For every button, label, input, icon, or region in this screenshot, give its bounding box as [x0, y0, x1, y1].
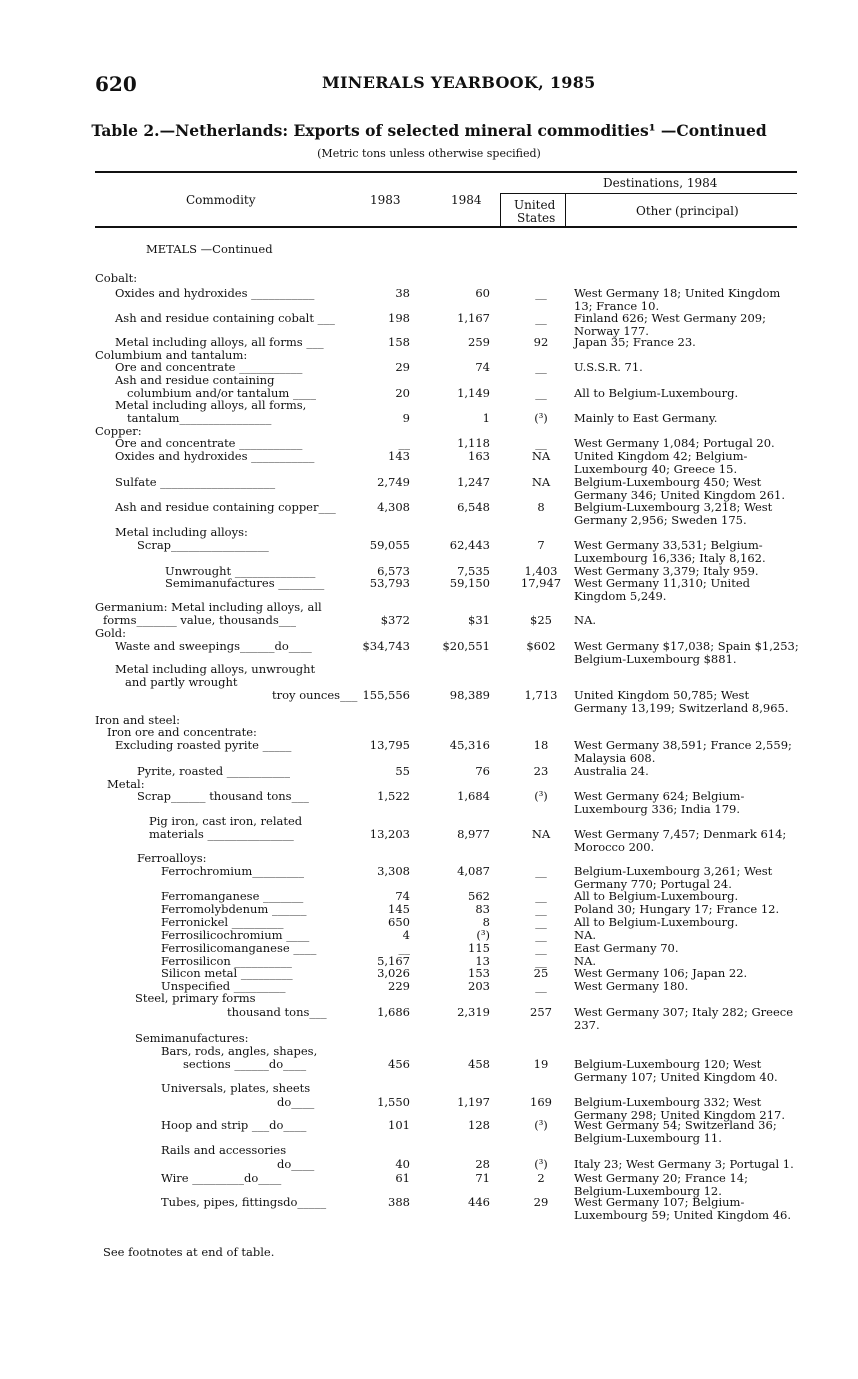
cell-other-destinations: West Germany 18; United Kingdom 13; France 10. — [574, 286, 781, 313]
row-label: Pyrite, roasted ___________ — [137, 764, 291, 778]
cell-united-states: __ — [535, 928, 547, 942]
cell-1983: 3,026 — [377, 966, 410, 980]
header-united: United — [514, 198, 556, 212]
cell-other-destinations: Italy 23; West Germany 3; Portugal 1. — [574, 1157, 794, 1171]
row-label: Metal including alloys: — [115, 525, 248, 539]
cell-1984: (³) — [476, 928, 490, 942]
cell-1984: 1,118 — [457, 436, 490, 450]
row-label: Ore and concentrate ___________ — [115, 436, 303, 450]
cell-1983: 29 — [395, 360, 410, 374]
cell-1983: 38 — [395, 286, 410, 300]
cell-1984: 163 — [468, 449, 490, 463]
other-column-divider — [565, 193, 566, 227]
cell-1983: 13,203 — [369, 827, 410, 841]
cell-united-states: 1,713 — [524, 688, 558, 702]
row-label: Ore and concentrate ___________ — [115, 360, 303, 374]
header-1984: 1984 — [451, 193, 482, 207]
cell-1984: 83 — [475, 902, 490, 916]
cell-other-destinations: West Germany 7,457; Denmark 614; Morocco 200. — [574, 827, 787, 854]
cell-other-destinations: Poland 30; Hungary 17; France 12. — [574, 902, 780, 916]
cell-1983: 55 — [395, 764, 410, 778]
cell-united-states: 7 — [537, 538, 545, 552]
cell-united-states: 19 — [533, 1057, 549, 1071]
cell-united-states: __ — [535, 902, 547, 916]
row-label: Ash and residue containing cobalt ___ — [115, 311, 335, 325]
cell-other-destinations: NA. — [574, 928, 597, 942]
cell-1983: __ — [398, 941, 410, 955]
cell-1983: 158 — [388, 335, 410, 349]
cell-1983: 40 — [395, 1157, 410, 1171]
cell-united-states: __ — [535, 360, 547, 374]
row-label: METALS —Continued — [146, 242, 273, 256]
cell-other-destinations: Belgium-Luxembourg 120; West Germany 107; United Kingdom 40. — [574, 1057, 778, 1084]
row-label: materials _______________ — [149, 827, 294, 841]
table-subtitle: (Metric tons unless otherwise specified) — [317, 147, 541, 160]
cell-1983: 3,308 — [377, 864, 410, 878]
cell-1983: 61 — [395, 1171, 410, 1185]
cell-1984: 128 — [468, 1118, 490, 1132]
row-label: Metal including alloys, unwrought — [115, 662, 316, 676]
cell-1983: 4,308 — [377, 500, 410, 514]
row-label: Oxides and hydroxides ___________ — [115, 286, 315, 300]
row-label: Columbium and tantalum: — [95, 348, 248, 362]
footnote: See footnotes at end of table. — [103, 1245, 275, 1259]
row-label: Ferronickel _________ — [161, 915, 284, 929]
row-label: Silicon metal _________ — [161, 966, 293, 980]
cell-1984: 45,316 — [449, 738, 490, 752]
row-label: Gold: — [95, 626, 127, 640]
header-states: States — [517, 211, 556, 225]
cell-1983: 1,550 — [377, 1095, 410, 1109]
row-label: Rails and accessories — [161, 1143, 287, 1157]
row-label: tantalum________________ — [127, 411, 272, 425]
cell-1983: 388 — [388, 1195, 410, 1209]
cell-1984: 446 — [468, 1195, 490, 1209]
cell-1984: 7,535 — [457, 564, 490, 578]
cell-other-destinations: Belgium-Luxembourg 3,261; West Germany 770; Portugal 24. — [574, 864, 773, 891]
cell-1984: 203 — [468, 979, 490, 993]
header-destinations: Destinations, 1984 — [603, 176, 718, 190]
cell-united-states: __ — [535, 386, 547, 400]
cell-united-states: NA — [531, 827, 551, 841]
cell-1984: 1,247 — [457, 475, 490, 489]
cell-other-destinations: NA. — [574, 613, 597, 627]
cell-other-destinations: All to Belgium-Luxembourg. — [574, 386, 739, 400]
cell-1983: 59,055 — [369, 538, 410, 552]
cell-united-states: 2 — [537, 1171, 545, 1185]
page-number: 620 — [95, 72, 137, 96]
cell-1983: 198 — [388, 311, 410, 325]
us-column-divider — [500, 193, 501, 227]
cell-united-states: __ — [535, 979, 547, 993]
cell-other-destinations: West Germany 33,531; Belgium-Luxembourg 16,336; Italy 8,162. — [574, 538, 766, 565]
cell-united-states: 8 — [537, 500, 545, 514]
cell-united-states: __ — [535, 436, 547, 450]
cell-other-destinations: Belgium-Luxembourg 332; West Germany 298; United Kingdom 217. — [574, 1095, 785, 1122]
row-label: Semimanufactures: — [135, 1031, 249, 1045]
row-label: Copper: — [95, 424, 142, 438]
cell-united-states: __ — [535, 286, 547, 300]
row-label: Unspecified _________ — [161, 979, 286, 993]
row-label: Oxides and hydroxides ___________ — [115, 449, 315, 463]
cell-other-destinations: NA. — [574, 954, 597, 968]
cell-1983: 145 — [388, 902, 410, 916]
cell-united-states: NA — [531, 449, 551, 463]
row-label: Ash and residue containing copper___ — [115, 500, 336, 514]
cell-1983: 650 — [388, 915, 410, 929]
row-label: sections ______do____ — [183, 1057, 307, 1071]
destinations-rule — [500, 193, 797, 194]
header-1983: 1983 — [370, 193, 401, 207]
cell-other-destinations: West Germany 1,084; Portugal 20. — [574, 436, 775, 450]
cell-1984: 1 — [482, 411, 490, 425]
cell-1984: 1,197 — [457, 1095, 490, 1109]
cell-1983: 74 — [395, 889, 410, 903]
cell-other-destinations: Japan 35; France 23. — [574, 335, 696, 349]
cell-1983: 2,749 — [377, 475, 410, 489]
cell-1984: $20,551 — [442, 639, 490, 653]
cell-1983: 1,686 — [377, 1005, 410, 1019]
row-label: do____ — [277, 1095, 315, 1109]
cell-1984: 6,548 — [457, 500, 490, 514]
row-label: Waste and sweepings______do____ — [115, 639, 312, 653]
row-label: Germanium: Metal including alloys, all — [95, 600, 322, 614]
cell-united-states: __ — [535, 954, 547, 968]
cell-1984: 60 — [475, 286, 490, 300]
row-label: and partly wrought — [125, 675, 238, 689]
cell-other-destinations: West Germany 106; Japan 22. — [574, 966, 748, 980]
row-label: Ash and residue containing — [115, 373, 275, 387]
cell-1984: 8,977 — [457, 827, 490, 841]
cell-united-states: 257 — [530, 1005, 552, 1019]
row-label: troy ounces___ — [272, 688, 358, 702]
cell-1983: 155,556 — [362, 688, 410, 702]
cell-united-states: NA — [531, 475, 551, 489]
cell-united-states: (³) — [534, 789, 548, 803]
row-label: columbium and/or tantalum ____ — [127, 386, 316, 400]
row-label: Scrap______ thousand tons___ — [137, 789, 309, 803]
row-label: do____ — [277, 1157, 315, 1171]
row-label: Semimanufactures ________ — [165, 576, 325, 590]
cell-1983: 6,573 — [377, 564, 410, 578]
cell-united-states: (³) — [534, 411, 548, 425]
cell-1984: 28 — [475, 1157, 490, 1171]
cell-1983: 143 — [388, 449, 410, 463]
cell-1983: 53,793 — [369, 576, 410, 590]
row-label: Sulfate ____________________ — [115, 475, 276, 489]
row-label: Ferromolybdenum ______ — [161, 902, 307, 916]
cell-1983: 229 — [388, 979, 410, 993]
cell-1984: 98,389 — [449, 688, 490, 702]
cell-1983: 9 — [402, 411, 410, 425]
cell-1983: 4 — [402, 928, 410, 942]
cell-united-states: (³) — [534, 1157, 548, 1171]
cell-other-destinations: West Germany 180. — [574, 979, 689, 993]
cell-1983: $372 — [380, 613, 410, 627]
row-label: Steel, primary forms — [135, 991, 256, 1005]
cell-united-states: __ — [535, 915, 547, 929]
cell-1984: 59,150 — [449, 576, 490, 590]
row-label: Ferrosilicon __________ — [161, 954, 292, 968]
row-label: Metal including alloys, all forms ___ — [115, 335, 324, 349]
cell-1984: 458 — [468, 1057, 490, 1071]
cell-1983: 5,167 — [377, 954, 410, 968]
cell-1984: 259 — [468, 335, 490, 349]
cell-1984: $31 — [468, 613, 490, 627]
cell-1984: 76 — [475, 764, 490, 778]
cell-other-destinations: West Germany 20; France 14; Belgium-Luxembourg 12. — [574, 1171, 748, 1198]
row-label: Ferrochromium_________ — [161, 864, 304, 878]
cell-1983: 456 — [388, 1057, 410, 1071]
cell-1983: $34,743 — [362, 639, 410, 653]
cell-other-destinations: East Germany 70. — [574, 941, 679, 955]
row-label: Ferrosilicochromium ____ — [161, 928, 310, 942]
cell-united-states: 18 — [533, 738, 549, 752]
cell-united-states: 1,403 — [524, 564, 558, 578]
row-label: Hoop and strip ___do____ — [161, 1118, 307, 1132]
cell-united-states: (³) — [534, 1118, 548, 1132]
cell-1984: 2,319 — [457, 1005, 490, 1019]
row-label: Ferrosilicomanganese ____ — [161, 941, 317, 955]
row-label: Scrap_________________ — [137, 538, 269, 552]
cell-other-destinations: West Germany 3,379; Italy 959. — [574, 564, 759, 578]
cell-united-states: __ — [535, 864, 547, 878]
running-head: MINERALS YEARBOOK, 1985 — [322, 73, 596, 92]
row-label: Ferroalloys: — [137, 851, 207, 865]
row-label: forms_______ value, thousands___ — [103, 613, 296, 627]
cell-united-states: 29 — [533, 1195, 549, 1209]
cell-united-states: 25 — [533, 966, 549, 980]
cell-1984: 562 — [468, 889, 490, 903]
header-commodity: Commodity — [186, 193, 256, 207]
row-label: thousand tons___ — [227, 1005, 327, 1019]
table-title: Table 2.—Netherlands: Exports of selected mineral commodities¹ —Continued — [91, 121, 767, 140]
cell-1984: 1,684 — [457, 789, 490, 803]
cell-1984: 71 — [475, 1171, 490, 1185]
cell-1984: 4,087 — [457, 864, 490, 878]
row-label: Metal: — [107, 777, 145, 791]
cell-1984: 74 — [475, 360, 490, 374]
header-other: Other (principal) — [636, 204, 739, 218]
cell-other-destinations: U.S.S.R. 71. — [574, 360, 643, 374]
row-label: Wire _________do____ — [161, 1171, 282, 1185]
header-bottom-rule — [95, 226, 797, 228]
cell-1984: 115 — [468, 941, 490, 955]
cell-1984: 153 — [468, 966, 490, 980]
cell-other-destinations: West Germany 38,591; France 2,559; Malaysia 608. — [574, 738, 792, 765]
row-label: Unwrought ______________ — [165, 564, 316, 578]
cell-other-destinations: West Germany 307; Italy 282; Greece 237. — [574, 1005, 794, 1032]
cell-other-destinations: Mainly to East Germany. — [574, 411, 718, 425]
cell-1983: 1,522 — [377, 789, 410, 803]
row-label: Ferromanganese _______ — [161, 889, 304, 903]
cell-other-destinations: United Kingdom 50,785; West Germany 13,199; Switzerland 8,965. — [574, 688, 789, 715]
cell-1984: 62,443 — [449, 538, 490, 552]
row-label: Universals, plates, sheets — [161, 1081, 311, 1095]
cell-1983: 13,795 — [369, 738, 410, 752]
cell-1984: 8 — [482, 915, 490, 929]
cell-other-destinations: West Germany 54; Switzerland 36; Belgium-Luxembourg 11. — [574, 1118, 777, 1145]
row-label: Iron and steel: — [95, 713, 180, 727]
cell-1984: 1,167 — [457, 311, 490, 325]
row-label: Cobalt: — [95, 271, 138, 285]
cell-1984: 1,149 — [457, 386, 490, 400]
cell-other-destinations: Belgium-Luxembourg 450; West Germany 346; United Kingdom 261. — [574, 475, 785, 502]
row-label: Iron ore and concentrate: — [107, 725, 257, 739]
cell-other-destinations: West Germany 107; Belgium-Luxembourg 59; United Kingdom 46. — [574, 1195, 792, 1222]
cell-united-states: 169 — [530, 1095, 552, 1109]
cell-1983: 20 — [395, 386, 410, 400]
cell-other-destinations: West Germany 11,310; United Kingdom 5,249. — [574, 576, 751, 603]
cell-other-destinations: West Germany $17,038; Spain $1,253; Belgium-Luxembourg $881. — [574, 639, 799, 666]
row-label: Metal including alloys, all forms, — [115, 398, 307, 412]
cell-other-destinations: All to Belgium-Luxembourg. — [574, 889, 739, 903]
cell-united-states: 92 — [533, 335, 549, 349]
row-label: Tubes, pipes, fittingsdo_____ — [161, 1195, 327, 1209]
cell-other-destinations: All to Belgium-Luxembourg. — [574, 915, 739, 929]
cell-other-destinations: Finland 626; West Germany 209; Norway 177. — [574, 311, 767, 338]
cell-1983: __ — [398, 436, 410, 450]
cell-other-destinations: United Kingdom 42; Belgium-Luxembourg 40; Greece 15. — [574, 449, 748, 476]
cell-united-states: __ — [535, 889, 547, 903]
cell-united-states: 17,947 — [520, 576, 562, 590]
cell-1983: 101 — [388, 1118, 410, 1132]
cell-other-destinations: Australia 24. — [574, 764, 649, 778]
table-top-rule — [95, 171, 797, 173]
cell-other-destinations: Belgium-Luxembourg 3,218; West Germany 2,956; Sweden 175. — [574, 500, 773, 527]
cell-united-states: $25 — [530, 613, 552, 627]
cell-united-states: __ — [535, 311, 547, 325]
row-label: Pig iron, cast iron, related — [149, 814, 303, 828]
cell-1984: 13 — [475, 954, 490, 968]
cell-united-states: 23 — [533, 764, 549, 778]
cell-other-destinations: West Germany 624; Belgium-Luxembourg 336; India 179. — [574, 789, 745, 816]
row-label: Excluding roasted pyrite _____ — [115, 738, 292, 752]
row-label: Bars, rods, angles, shapes, — [161, 1044, 318, 1058]
cell-united-states: __ — [535, 941, 547, 955]
cell-united-states: $602 — [526, 639, 556, 653]
